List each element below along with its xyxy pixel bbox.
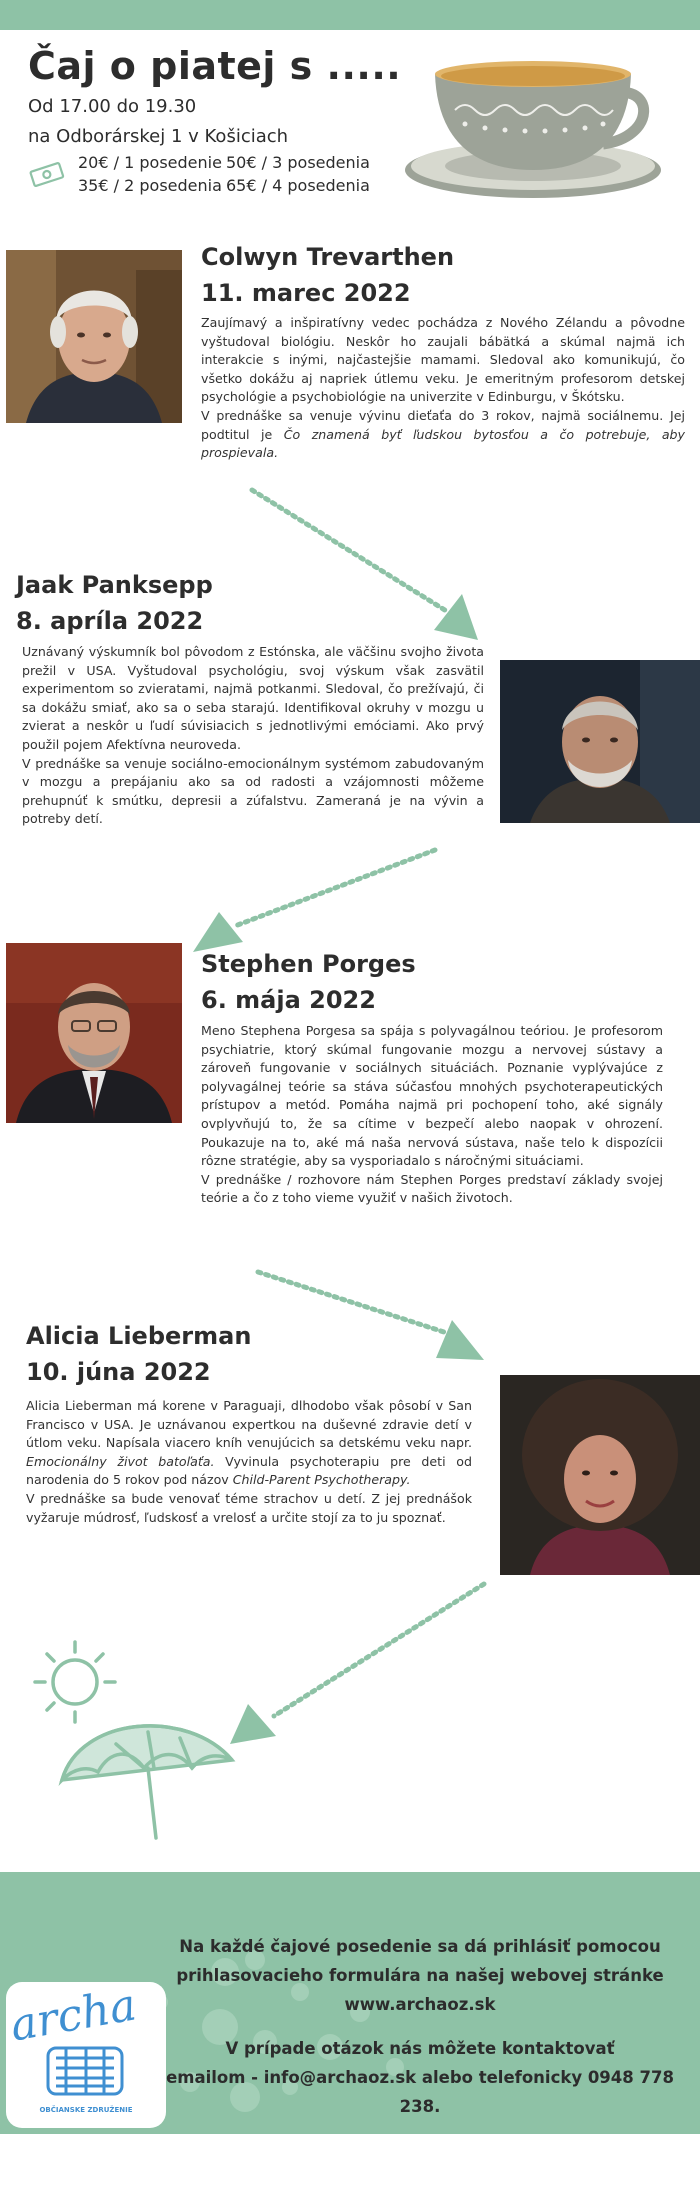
page-title: Čaj o piatej s .....	[28, 44, 402, 88]
speaker-description	[201, 314, 685, 463]
speaker-date: 11. marec 2022	[201, 279, 411, 307]
talk-subtitle: Čo znamená byť ľudskou bytosťou a čo potrebuje, aby prospievala.	[201, 426, 685, 461]
speaker-photo-porges	[6, 943, 182, 1123]
speaker-photo-lieberman	[500, 1375, 700, 1575]
speaker-bio: Meno Stephena Porgesa sa spája s polyvagálnou teóriou. Je profesorom psychiatrie, ktorý skúmal fungovanie mozgu a nervovej sústavy a zároveň fungovanie v sociálnych situáciách. Poznanie vyplývajúce z polyvagálnej teórie sa stáva súčasťou mnohých psychoterapeutických prístupov a metód. Pomáha najmä pri pochopení toho, aké signály ovplyvňujú to, že sa cítime v bezpečí alebo naopak v ohrození. Poukazuje na to, aké má naša nervová sústava, naše telo k dispozícii rôzne stratégie, aby sa vysporiadalo s náročnými situáciami.	[201, 1023, 663, 1169]
logo-subtitle: OBČIANSKE ZDRUŽENIE	[39, 2106, 133, 2114]
price-1: 20€ / 1 posedenie	[78, 153, 222, 172]
event-venue: na Odborárskej 1 v Košiciach	[28, 126, 289, 147]
footer-line-4: V prípade otázok nás môžete kontaktovať	[225, 2039, 615, 2058]
speaker-talk: V prednáške sa bude venovať téme strachov u detí. Z jej prednášok vyžaruje múdrosť, ľudskosť a vrelosť a určite stojí za to ju spoznať.	[26, 1490, 472, 1525]
speaker-talk: V prednáške sa venuje sociálno-emocionálnym systémom zabudovaným v mozgu a prepájaniu ako sa od radosti a vzájomnosti môžeme prehupnúť k smútku, depresii a zúfalstvu. Zameraná je na vývin a potreby detí.	[22, 755, 484, 827]
sun-umbrella-illustration	[20, 1620, 240, 1850]
bottom-spacer	[0, 2134, 700, 2200]
speaker-description	[22, 643, 484, 829]
speaker-name: Jaak Panksepp	[16, 571, 213, 599]
bio-text: Vyvinula psychoterapiu pre deti od narodenia do 5 rokov pod názov	[26, 1453, 472, 1488]
speaker-bio	[26, 1397, 472, 1490]
speaker-photo-panksepp	[500, 660, 700, 823]
footer-contact[interactable]: emailom - info@archaoz.sk alebo telefonicky 0948 778 238.	[166, 2068, 674, 2116]
dotted-arrow-left	[185, 840, 455, 960]
speaker-date: 10. júna 2022	[26, 1358, 211, 1386]
speaker-date: 6. mája 2022	[201, 986, 376, 1014]
speaker-talk: V prednáške / rozhovore nám Stephen Porges predstaví základy svojej teórie a čo z toho vieme využiť v našich životoch.	[201, 1171, 663, 1206]
speaker-talk	[201, 407, 685, 463]
price-3: 50€ / 3 posedenia	[226, 153, 370, 172]
speaker-name: Alicia Lieberman	[26, 1322, 252, 1350]
speaker-bio: Uznávaný výskumník bol pôvodom z Estónska, ale väčšinu svojho života prežil v USA. Vyštudoval psychológiu, svoj výskum však zasvätil experimentom so zvieratami, najmä potkanmi. Sledoval, čo prežívajú, či sa dokážu smiať, ako sa o seba starajú. Identifikoval okruhy v mozgu u zvierat a neskôr u ľudí súvisiacich s jednotlivými emóciami. Ako prvý použil pojem Afektívna neuroveda.	[22, 644, 484, 752]
teacup-illustration	[395, 52, 675, 202]
logo-text: archa	[6, 1979, 140, 2052]
footer-line-2: prihlasovacieho formulára na našej webovej stránke	[176, 1966, 664, 1985]
archa-logo	[6, 1979, 166, 2128]
speaker-description	[26, 1397, 472, 1527]
footer-website[interactable]: www.archaoz.sk	[344, 1995, 496, 2014]
footer-band	[0, 1872, 700, 2134]
bio-text: Alicia Lieberman má korene v Paraguaji, dlhodobo však pôsobí v San Francisco v USA. Je uznávanou expertkou na duševné zdravie detí v útlom veku. Napísala viacero kníh venujúcich sa detskému veku napr.	[26, 1398, 472, 1451]
price-2: 35€ / 2 posedenia	[78, 176, 222, 195]
book-title: Emocionálny život batoľaťa.	[26, 1453, 215, 1469]
speaker-name: Stephen Porges	[201, 950, 416, 978]
speaker-description	[201, 1022, 663, 1208]
dotted-arrow-right	[240, 480, 500, 650]
footer-line-1: Na každé čajové posedenie sa dá prihlásiť pomocou	[179, 1937, 661, 1956]
top-accent-bar	[0, 0, 700, 30]
talk-text: V prednáške sa venuje vývinu dieťaťa do 3 rokov, najmä sociálnemu. Jej podtitul je	[201, 407, 685, 442]
speaker-bio: Zaujímavý a inšpiratívny vedec pochádza z Nového Zélandu a pôvodne vyštudoval biológiu. Neskôr ho zaujali bábätká a skúmal najmä ich interakcie s inými, najčastejšie mamami. Sledoval ako komunikujú, čo všetko dokážu aj napriek útlemu veku. Je emeritným profesorom detskej psychológie a psychobiológie na univerzite v Edinburgu, v Škótsku.	[201, 315, 685, 405]
money-icon	[28, 162, 66, 188]
therapy-title: Child-Parent Psychotherapy.	[232, 1472, 411, 1488]
speaker-date: 8. apríla 2022	[16, 607, 204, 635]
speaker-name: Colwyn Trevarthen	[201, 243, 455, 271]
price-4: 65€ / 4 posedenia	[226, 176, 370, 195]
speaker-photo-trevarthen	[6, 250, 182, 423]
dotted-arrow-right	[248, 1262, 488, 1372]
dotted-arrow-left	[218, 1578, 498, 1748]
event-time: Od 17.00 do 19.30	[28, 96, 197, 117]
